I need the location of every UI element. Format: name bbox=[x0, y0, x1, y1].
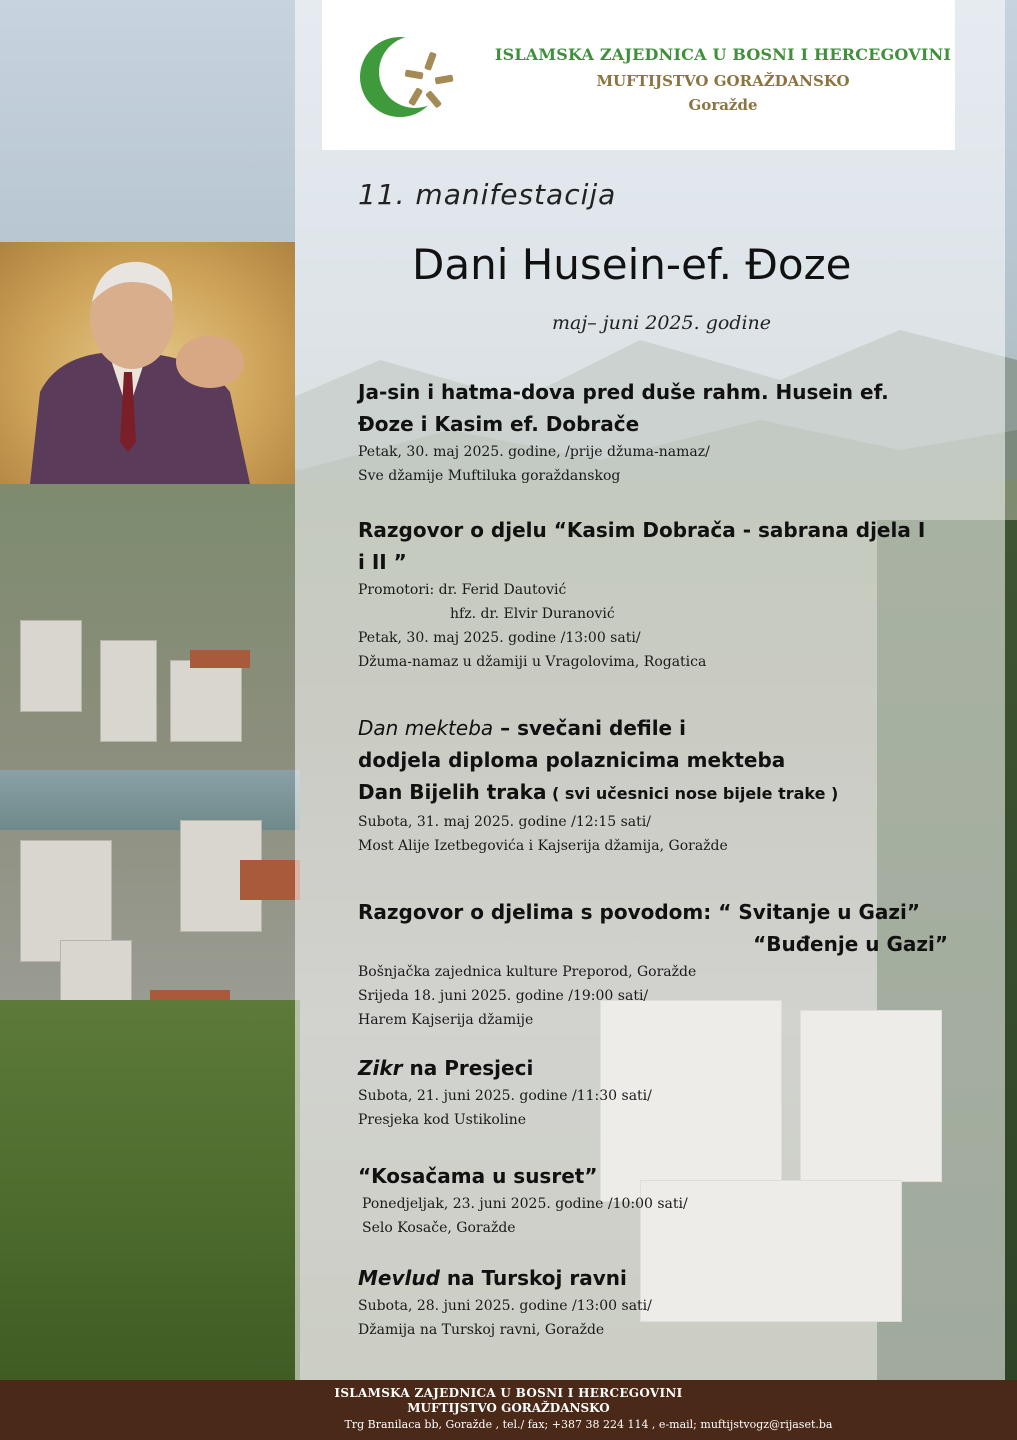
event-date: Ponedjeljak, 23. juni 2025. godine /10:00 sati/ bbox=[362, 1196, 688, 1212]
event-item bbox=[358, 1160, 978, 1240]
green-hillside bbox=[0, 1000, 300, 1380]
event-title: i II ” bbox=[358, 550, 407, 574]
event-title bbox=[358, 1052, 978, 1084]
crescent-star-logo-icon bbox=[355, 30, 465, 125]
portrait-figure bbox=[0, 242, 295, 484]
event-location: Džamija na Turskoj ravni, Goražde bbox=[358, 1322, 605, 1338]
event-item bbox=[358, 514, 978, 674]
city-name: Goražde bbox=[688, 96, 758, 114]
event-date: Srijeda 18. juni 2025. godine /19:00 sati/ bbox=[358, 988, 649, 1004]
roof bbox=[240, 860, 300, 900]
footer-muftiluk-name: MUFTIJSTVO GORAŽDANSKO bbox=[407, 1401, 610, 1415]
event-date: Subota, 31. maj 2025. godine /12:15 sati/ bbox=[358, 814, 651, 830]
event-location: Džuma-namaz u džamiji u Vragolovima, Rogatica bbox=[358, 654, 707, 670]
building bbox=[170, 660, 242, 742]
event-item bbox=[358, 376, 978, 488]
event-title: Razgovor o djelima s povodom: “ Svitanje u Gazi” bbox=[358, 900, 921, 924]
event-title bbox=[358, 712, 978, 744]
footer-org-name: ISLAMSKA ZAJEDNICA U BOSNI I HERCEGOVINI bbox=[334, 1386, 683, 1400]
event-title-rest: na Turskoj ravni bbox=[439, 1266, 627, 1290]
event-item bbox=[358, 1052, 978, 1132]
event-date: Subota, 21. juni 2025. godine /11:30 sati/ bbox=[358, 1088, 652, 1104]
poster-title: Dani Husein-ef. Đoze bbox=[412, 240, 852, 289]
event-item bbox=[358, 896, 948, 1032]
portrait-photo bbox=[0, 242, 295, 484]
event-title-rest: na Presjeci bbox=[402, 1056, 534, 1080]
event-title bbox=[358, 776, 978, 810]
event-title: “Buđenje u Gazi” bbox=[753, 932, 948, 956]
org-name: ISLAMSKA ZAJEDNICA U BOSNI I HERCEGOVINI bbox=[494, 45, 952, 64]
event-title-italic: Dan mekteba bbox=[358, 716, 494, 740]
event-title: Ja-sin i hatma-dova pred duše rahm. Husein ef. bbox=[358, 380, 889, 404]
roof bbox=[190, 650, 250, 668]
event-location: Sve džamije Muftiluka goraždanskog bbox=[358, 468, 621, 484]
event-title-main: Dan Bijelih traka bbox=[358, 780, 547, 804]
poster-dates: maj– juni 2025. godine bbox=[552, 312, 772, 334]
event-title-note: ( svi učesnici nose bijele trake ) bbox=[546, 784, 839, 803]
building bbox=[100, 640, 157, 742]
event-title-rest: – svečani defile i bbox=[493, 716, 686, 740]
footer bbox=[0, 1380, 1017, 1440]
event-title: Đoze i Kasim ef. Dobrače bbox=[358, 412, 640, 436]
event-title-italic: Mevlud bbox=[358, 1266, 440, 1290]
poster-subtitle: 11. manifestacija bbox=[358, 178, 617, 211]
event-title-italic: Zikr bbox=[358, 1056, 403, 1080]
footer-contact: Trg Branilaca bb, Goražde , tel./ fax; +387 38 224 114 , e-mail; muftijstvogz@rijaset.ba bbox=[344, 1418, 833, 1431]
event-date: Petak, 30. maj 2025. godine /13:00 sati/ bbox=[358, 630, 641, 646]
event-date: Petak, 30. maj 2025. godine, /prije džuma-namaz/ bbox=[358, 444, 710, 460]
event-promoter: hfz. dr. Elvir Duranović bbox=[450, 606, 615, 622]
event-location: Most Alije Izetbegovića i Kajserija džamija, Goražde bbox=[358, 838, 728, 854]
event-title: Razgovor o djelu “Kasim Dobrača - sabrana djela I bbox=[358, 518, 926, 542]
event-date: Subota, 28. juni 2025. godine /13:00 sati/ bbox=[358, 1298, 652, 1314]
event-organizer: Bošnjačka zajednica kulture Preporod, Goražde bbox=[358, 964, 697, 980]
event-location: Selo Kosače, Goražde bbox=[362, 1220, 516, 1236]
event-promoter: Promotori: dr. Ferid Dautović bbox=[358, 582, 567, 598]
muftiluk-name: MUFTIJSTVO GORAŽDANSKO bbox=[596, 72, 850, 90]
event-item bbox=[358, 1262, 978, 1342]
event-title bbox=[358, 1262, 978, 1294]
event-location: Presjeka kod Ustikoline bbox=[358, 1112, 527, 1128]
building bbox=[20, 620, 82, 712]
event-location: Harem Kajserija džamije bbox=[358, 1012, 534, 1028]
event-title: “Kosačama u susret” bbox=[358, 1164, 598, 1188]
event-title: dodjela diploma polaznicima mekteba bbox=[358, 748, 786, 772]
event-item bbox=[358, 712, 978, 858]
